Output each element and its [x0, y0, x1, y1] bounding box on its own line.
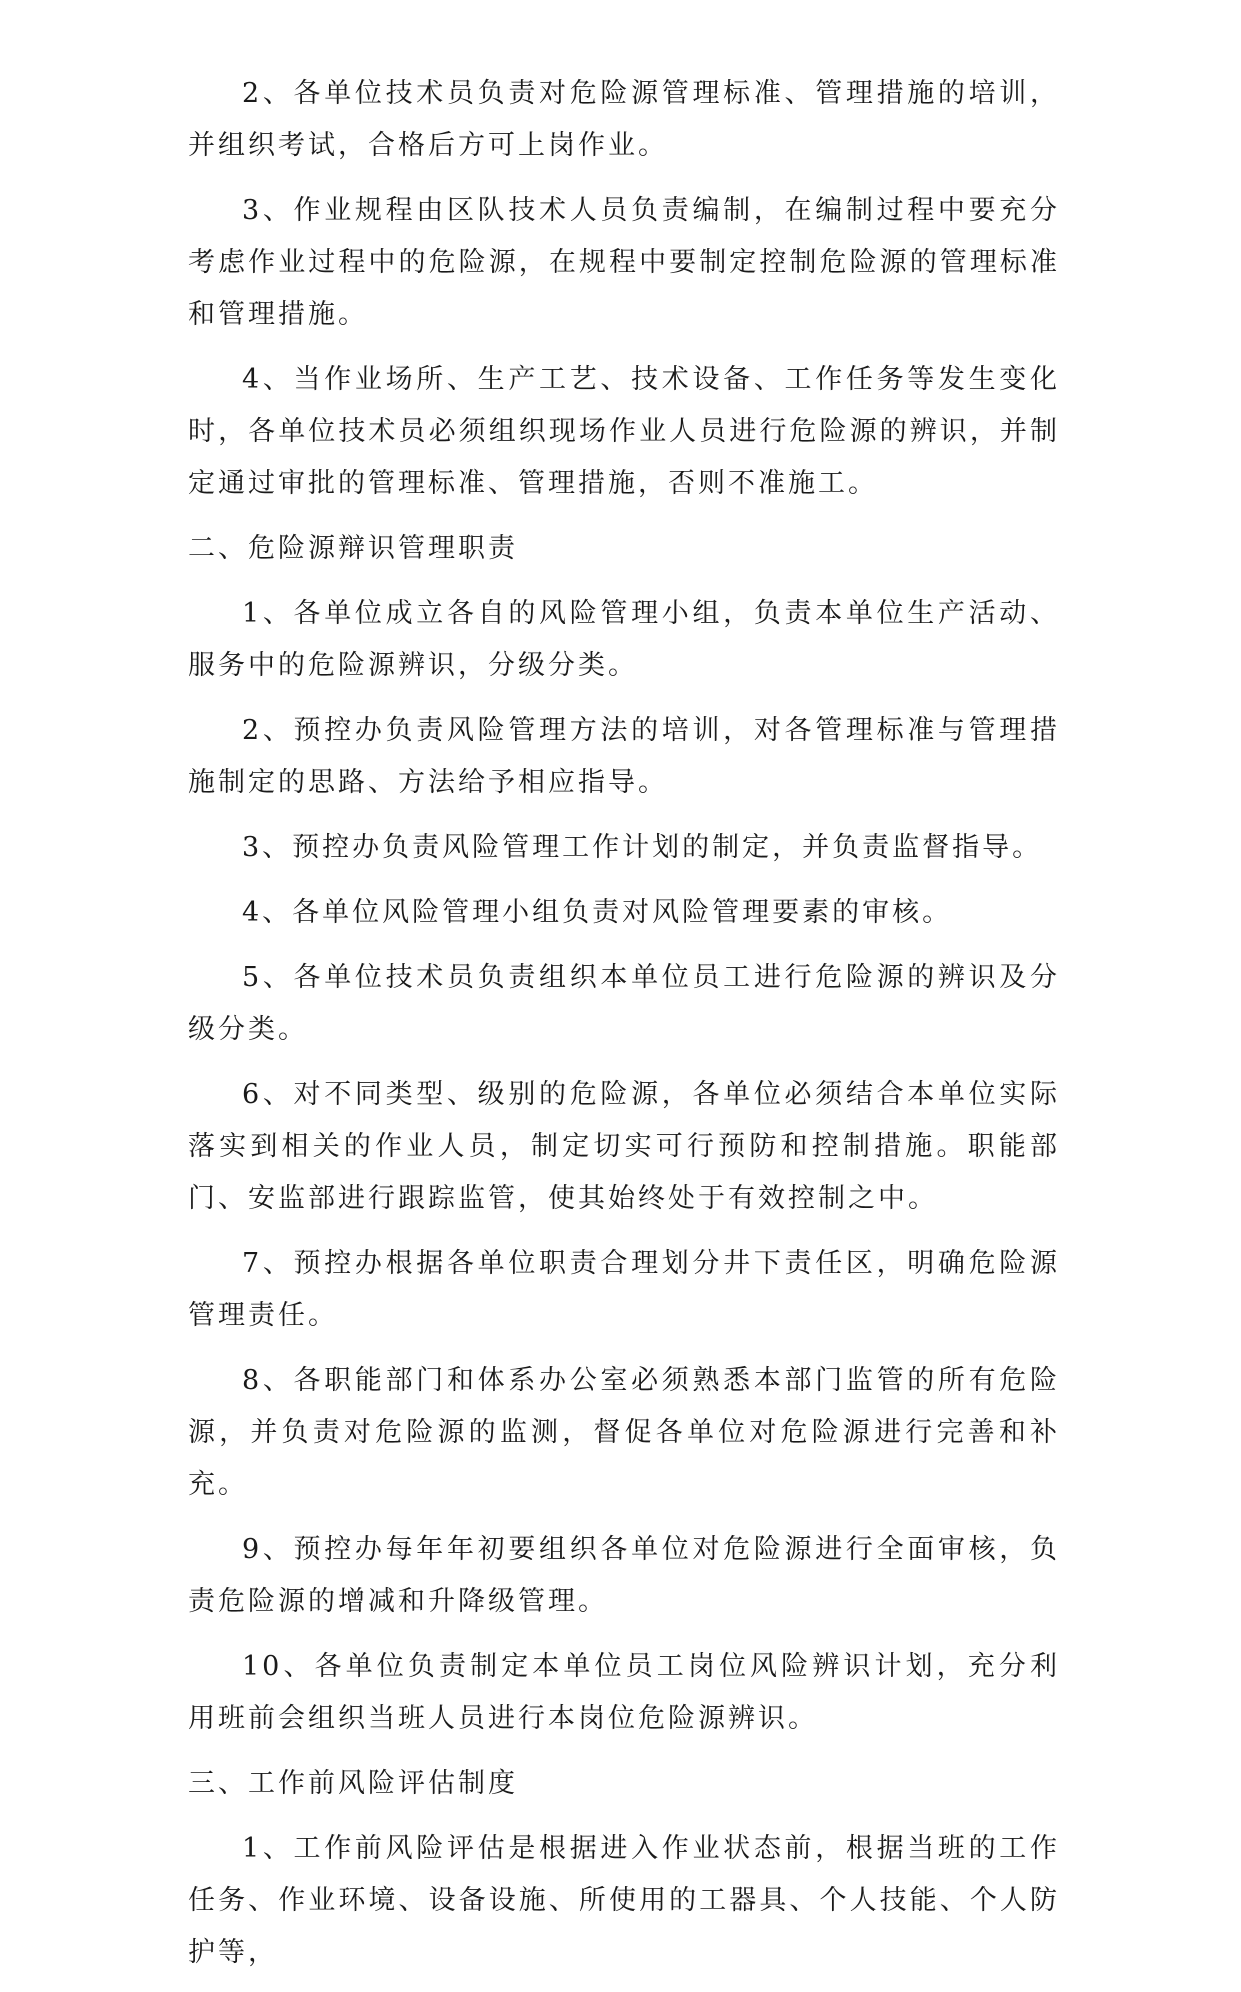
paragraph-2-technician-training: 2、各单位技术员负责对危险源管理标准、管理措施的培训，并组织考试，合格后方可上岗作业。	[188, 78, 1060, 161]
document-body	[188, 68, 1060, 1992]
paragraph-9-annual-review: 9、预控办每年年初要组织各单位对危险源进行全面审核，负责危险源的增减和升降级管理。	[188, 1534, 1060, 1617]
paragraph-2-training: 2、预控办负责风险管理方法的培训，对各管理标准与管理措施制定的思路、方法给予相应指导。	[188, 715, 1060, 798]
paragraph-3-operating-procedures: 3、作业规程由区队技术人员负责编制，在编制过程中要充分考虑作业过程中的危险源，在规程中要制定控制危险源的管理标准和管理措施。	[188, 195, 1060, 330]
paragraph-4-change-identification: 4、当作业场所、生产工艺、技术设备、工作任务等发生变化时，各单位技术员必须组织现场作业人员进行危险源的辨识，并制定通过审批的管理标准、管理措施，否则不准施工。	[188, 364, 1060, 499]
paragraph-6-control-measures: 6、对不同类型、级别的危险源，各单位必须结合本单位实际落实到相关的作业人员，制定切实可行预防和控制措施。职能部门、安监部进行跟踪监管，使其始终处于有效控制之中。	[188, 1079, 1060, 1214]
paragraph-5-identification: 5、各单位技术员负责组织本单位员工进行危险源的辨识及分级分类。	[188, 962, 1060, 1045]
paragraph-7-responsibility-zones: 7、预控办根据各单位职责合理划分井下责任区，明确危险源管理责任。	[188, 1248, 1060, 1331]
paragraph-1-pre-work-assessment: 1、工作前风险评估是根据进入作业状态前，根据当班的工作任务、作业环境、设备设施、所使用的工器具、个人技能、个人防护等，	[188, 1833, 1060, 1968]
paragraph-3-work-plan: 3、预控办负责风险管理工作计划的制定，并负责监督指导。	[242, 832, 1043, 863]
paragraph-4-review: 4、各单位风险管理小组负责对风险管理要素的审核。	[242, 897, 953, 928]
paragraph-8-monitoring: 8、各职能部门和体系办公室必须熟悉本部门监管的所有危险源，并负责对危险源的监测，督促各单位对危险源进行完善和补充。	[188, 1365, 1060, 1500]
section-heading-2: 二、危险源辩识管理职责	[188, 533, 518, 564]
section-heading-3: 三、工作前风险评估制度	[188, 1768, 518, 1799]
paragraph-10-identification-plan: 10、各单位负责制定本单位员工岗位风险辨识计划，充分利用班前会组织当班人员进行本岗位危险源辨识。	[188, 1651, 1060, 1734]
paragraph-1-risk-group: 1、各单位成立各自的风险管理小组，负责本单位生产活动、服务中的危险源辨识，分级分类。	[188, 598, 1060, 681]
